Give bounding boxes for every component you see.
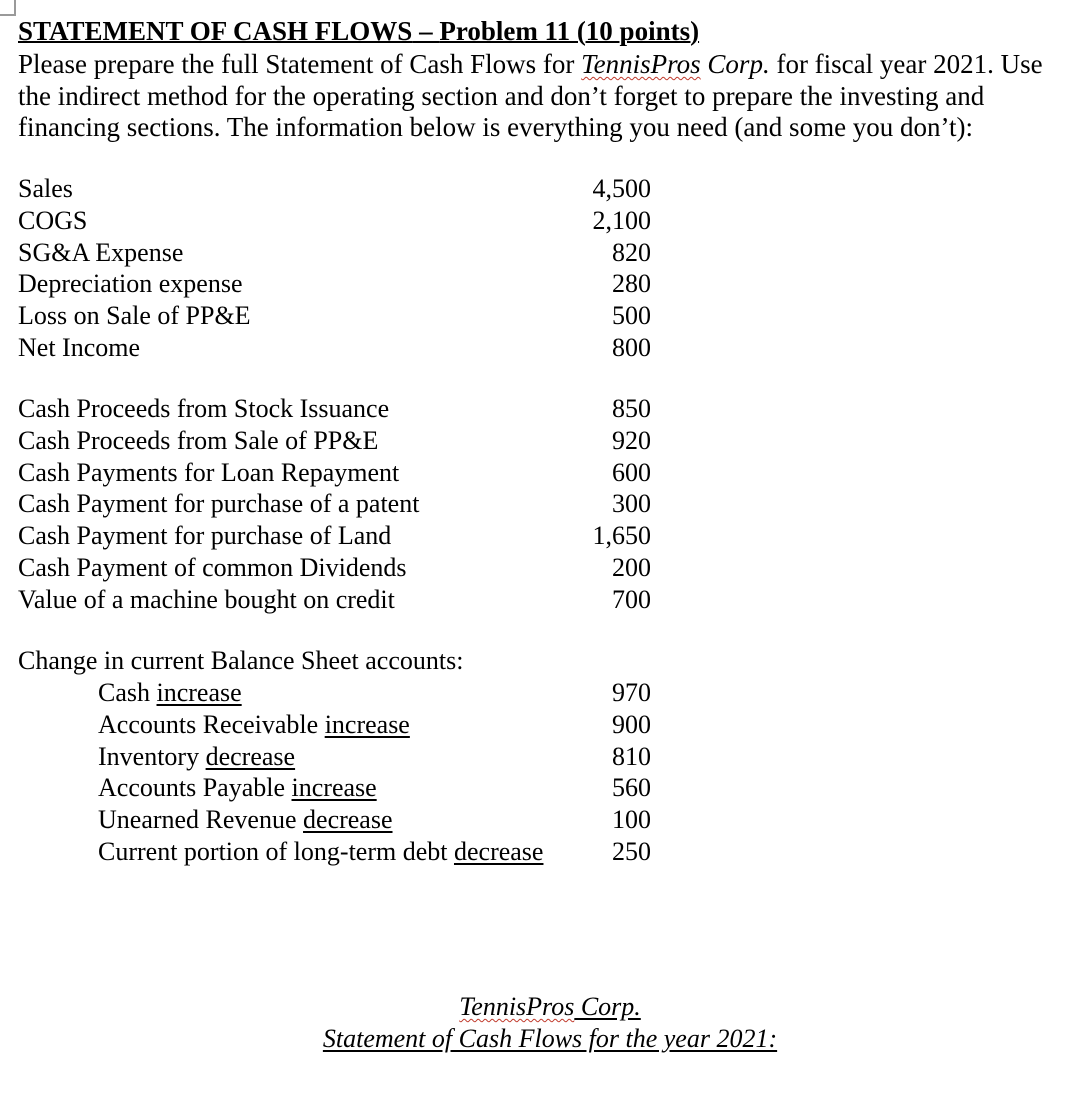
instructions-line-1: Please prepare the full Statement of Cash Flows for TennisPros Corp. for fiscal year 2021. Use (18, 49, 1043, 79)
item-label: Current portion of long-term debt decrease (98, 836, 544, 866)
heading-dash: – (412, 16, 440, 46)
company-name: TennisPros Corp. (581, 49, 770, 79)
item-label: Cash increase (98, 678, 242, 707)
item-value: 500 (612, 301, 651, 331)
change-direction: decrease (205, 741, 296, 771)
list-item (98, 836, 651, 868)
list-item (18, 520, 651, 552)
list-item (18, 425, 651, 457)
item-value: 2,100 (592, 205, 651, 235)
balance-sheet-changes-heading: Change in current Balance Sheet accounts: (18, 646, 464, 675)
item-value: 820 (612, 237, 651, 267)
item-label: Cash Payment for purchase of Land (18, 521, 392, 551)
item-label: Loss on Sale of PP&E (18, 301, 251, 331)
item-value: 4,500 (592, 174, 651, 203)
list-item (18, 300, 651, 332)
change-direction: increase (324, 709, 410, 739)
list-item (98, 709, 651, 741)
list-item (98, 804, 651, 836)
change-direction: decrease (453, 836, 544, 866)
item-value: 600 (612, 457, 651, 487)
item-value: 800 (612, 332, 651, 362)
list-item (18, 205, 651, 237)
item-value: 810 (612, 741, 651, 771)
item-label: Accounts Receivable increase (98, 709, 410, 739)
item-label: Cash Proceeds from Sale of PP&E (18, 425, 379, 455)
item-label: Depreciation expense (18, 269, 243, 299)
item-value: 900 (612, 709, 651, 739)
list-item (98, 772, 651, 804)
list-item (98, 677, 651, 709)
item-label: Net Income (18, 332, 141, 362)
balance-sheet-changes-list (98, 677, 651, 868)
item-label: Cash Payment of common Dividends (18, 552, 407, 582)
list-item (18, 173, 651, 205)
problem-instructions (18, 49, 1063, 144)
footer-statement-title: Statement of Cash Flows for the year 2021: (322, 1024, 778, 1053)
item-label: SG&A Expense (18, 237, 184, 267)
list-item (18, 268, 651, 300)
list-item (18, 332, 651, 364)
list-item (18, 457, 651, 489)
item-label: COGS (18, 205, 88, 235)
list-item (18, 552, 651, 584)
item-value: 700 (612, 584, 651, 614)
item-value: 200 (612, 552, 651, 582)
footer-company-name: TennisPros Corp. (459, 992, 641, 1021)
change-direction: increase (291, 773, 377, 803)
income-items-list (18, 173, 651, 364)
instructions-line-3: financing sections. The information below is everything you need (and some you don’t): (18, 112, 974, 142)
problem-heading (18, 14, 699, 48)
heading-problem-label: Problem 11 (10 points) (439, 16, 700, 46)
item-value: 1,650 (592, 521, 651, 551)
list-item (18, 584, 651, 616)
list-item (18, 488, 651, 520)
item-label: Cash Proceeds from Stock Issuance (18, 394, 390, 423)
item-value: 100 (612, 805, 651, 835)
item-label: Value of a machine bought on credit (18, 584, 395, 614)
change-direction: increase (156, 678, 242, 707)
list-item (98, 741, 651, 773)
change-direction: decrease (303, 805, 393, 835)
item-label: Accounts Payable increase (98, 773, 377, 803)
heading-title: STATEMENT OF CASH FLOWS (18, 16, 413, 46)
item-label: Sales (18, 174, 73, 203)
item-label: Inventory decrease (98, 741, 296, 771)
item-value: 850 (612, 394, 651, 423)
cash-items-list (18, 393, 651, 616)
page-corner-marker (0, 0, 16, 16)
item-value: 920 (612, 425, 651, 455)
item-value: 250 (612, 836, 651, 866)
list-item (18, 393, 651, 425)
list-item (18, 237, 651, 269)
item-value: 560 (612, 773, 651, 803)
item-label: Cash Payments for Loan Repayment (18, 457, 400, 487)
item-value: 300 (612, 489, 651, 519)
item-label: Cash Payment for purchase of a patent (18, 489, 420, 519)
instructions-line-2: the indirect method for the operating section and don’t forget to prepare the investing and (18, 80, 985, 111)
item-value: 970 (612, 678, 651, 707)
item-label: Unearned Revenue decrease (98, 805, 393, 835)
item-value: 280 (612, 269, 651, 299)
